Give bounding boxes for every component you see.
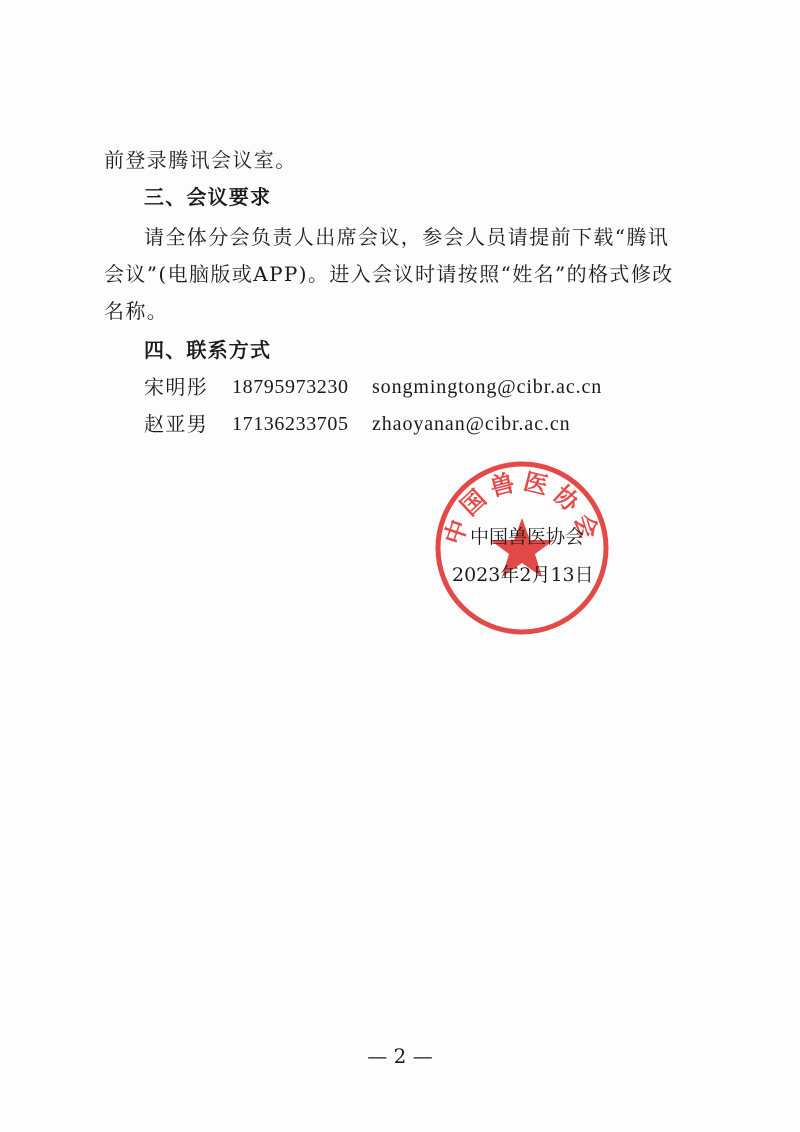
contact-name: 宋明彤 xyxy=(144,375,209,399)
contact-name: 赵亚男 xyxy=(144,412,209,436)
seal-lettering: 中国兽医协会 xyxy=(439,467,605,548)
paragraph-line: 会议”(电脑版或APP)。进入会议时请按照“姓名”的格式修改 xyxy=(104,262,674,286)
contact-phone: 17136233705 xyxy=(232,413,349,435)
paragraph-line: 名称。 xyxy=(104,299,169,323)
paragraph-line: 请全体分会负责人出席会议，参会人员请提前下载“腾讯 xyxy=(144,225,670,249)
signer-organization: 中国兽医协会 xyxy=(470,526,585,548)
contact-phone: 18795973230 xyxy=(232,376,349,398)
signature-date: 2023年2月13日 xyxy=(452,564,594,586)
section-heading-requirements: 三、会议要求 xyxy=(144,185,272,209)
contact-email: zhaoyanan@cibr.ac.cn xyxy=(372,413,571,435)
section-heading-contact: 四、联系方式 xyxy=(144,338,272,362)
contact-email: songmingtong@cibr.ac.cn xyxy=(372,376,603,398)
paragraph-continuation: 前登录腾讯会议室。 xyxy=(104,148,297,172)
page-number: — 2 — xyxy=(367,1044,433,1068)
